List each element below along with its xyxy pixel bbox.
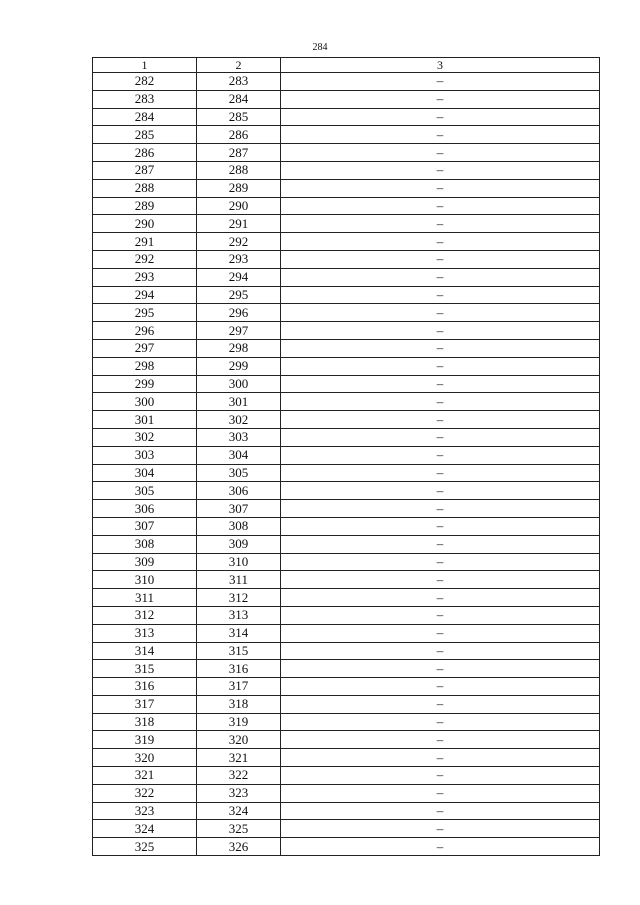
table-row	[93, 660, 600, 678]
table-cell-col-3: –	[281, 179, 600, 197]
table-cell-col-3: –	[281, 571, 600, 589]
table-cell-col-1: 314	[93, 642, 197, 660]
table-cell-col-1: 317	[93, 695, 197, 713]
table-cell-col-2: 298	[197, 339, 281, 357]
table-cell-col-2: 289	[197, 179, 281, 197]
table-row	[93, 678, 600, 696]
table-cell-col-2: 305	[197, 464, 281, 482]
table-cell-col-2: 297	[197, 322, 281, 340]
table-cell-col-3: –	[281, 144, 600, 162]
table-cell-col-3: –	[281, 731, 600, 749]
table-row	[93, 464, 600, 482]
table-cell-col-2: 320	[197, 731, 281, 749]
table-cell-col-3: –	[281, 767, 600, 785]
table-cell-col-1: 285	[93, 126, 197, 144]
table-cell-col-1: 313	[93, 624, 197, 642]
table-cell-col-3: –	[281, 322, 600, 340]
table-cell-col-3: –	[281, 464, 600, 482]
table-cell-col-2: 301	[197, 393, 281, 411]
table-body	[93, 73, 600, 856]
table-cell-col-3: –	[281, 197, 600, 215]
table-cell-col-2: 306	[197, 482, 281, 500]
table-cell-col-2: 303	[197, 428, 281, 446]
table-row	[93, 90, 600, 108]
table-cell-col-1: 320	[93, 749, 197, 767]
table-cell-col-3: –	[281, 286, 600, 304]
table-cell-col-3: –	[281, 820, 600, 838]
table-row	[93, 446, 600, 464]
table-cell-col-1: 289	[93, 197, 197, 215]
table-cell-col-2: 294	[197, 268, 281, 286]
table-cell-col-3: –	[281, 517, 600, 535]
table-cell-col-3: –	[281, 304, 600, 322]
table-row	[93, 802, 600, 820]
table-cell-col-1: 309	[93, 553, 197, 571]
page-number: 284	[312, 42, 328, 53]
table-cell-col-1: 315	[93, 660, 197, 678]
table-cell-col-1: 287	[93, 161, 197, 179]
column-header-2: 2	[197, 58, 281, 73]
table-cell-col-2: 296	[197, 304, 281, 322]
table-cell-col-3: –	[281, 695, 600, 713]
table-row	[93, 108, 600, 126]
table-row	[93, 553, 600, 571]
table-cell-col-1: 298	[93, 357, 197, 375]
table-cell-col-3: –	[281, 802, 600, 820]
table-row	[93, 749, 600, 767]
table-cell-col-3: –	[281, 126, 600, 144]
table-cell-col-3: –	[281, 215, 600, 233]
table-cell-col-1: 302	[93, 428, 197, 446]
table-cell-col-3: –	[281, 678, 600, 696]
table-row	[93, 820, 600, 838]
table-cell-col-2: 323	[197, 784, 281, 802]
table-cell-col-3: –	[281, 393, 600, 411]
table-row	[93, 179, 600, 197]
table-cell-col-1: 299	[93, 375, 197, 393]
table-row	[93, 197, 600, 215]
table-cell-col-3: –	[281, 411, 600, 429]
table-row	[93, 589, 600, 607]
table-cell-col-3: –	[281, 375, 600, 393]
table-cell-col-1: 300	[93, 393, 197, 411]
table-cell-col-1: 295	[93, 304, 197, 322]
table-cell-col-2: 299	[197, 357, 281, 375]
table-cell-col-1: 323	[93, 802, 197, 820]
table-row	[93, 713, 600, 731]
table-row	[93, 268, 600, 286]
table-cell-col-1: 286	[93, 144, 197, 162]
table-row	[93, 571, 600, 589]
table-cell-col-2: 311	[197, 571, 281, 589]
table-cell-col-3: –	[281, 660, 600, 678]
table-cell-col-2: 322	[197, 767, 281, 785]
table-cell-col-2: 313	[197, 606, 281, 624]
table-cell-col-1: 294	[93, 286, 197, 304]
table-cell-col-3: –	[281, 108, 600, 126]
table-cell-col-1: 296	[93, 322, 197, 340]
table-row	[93, 393, 600, 411]
table-cell-col-1: 321	[93, 767, 197, 785]
table-row	[93, 731, 600, 749]
table-cell-col-2: 324	[197, 802, 281, 820]
table-header-row	[93, 58, 600, 73]
table-cell-col-2: 295	[197, 286, 281, 304]
table-row	[93, 161, 600, 179]
table-cell-col-1: 305	[93, 482, 197, 500]
table-cell-col-1: 283	[93, 90, 197, 108]
table-row	[93, 606, 600, 624]
table-cell-col-2: 316	[197, 660, 281, 678]
table-row	[93, 428, 600, 446]
table-cell-col-1: 318	[93, 713, 197, 731]
table-row	[93, 73, 600, 91]
table-cell-col-1: 307	[93, 517, 197, 535]
table-cell-col-1: 303	[93, 446, 197, 464]
table-cell-col-2: 286	[197, 126, 281, 144]
table-row	[93, 339, 600, 357]
table-cell-col-1: 292	[93, 250, 197, 268]
table-row	[93, 144, 600, 162]
table-cell-col-3: –	[281, 784, 600, 802]
table-row	[93, 233, 600, 251]
table-cell-col-3: –	[281, 357, 600, 375]
table-cell-col-2: 314	[197, 624, 281, 642]
table-row	[93, 838, 600, 856]
table-cell-col-1: 284	[93, 108, 197, 126]
table-row	[93, 304, 600, 322]
table-cell-col-1: 312	[93, 606, 197, 624]
table-cell-col-1: 319	[93, 731, 197, 749]
table-cell-col-3: –	[281, 535, 600, 553]
table-cell-col-2: 287	[197, 144, 281, 162]
table-cell-col-1: 316	[93, 678, 197, 696]
table-cell-col-2: 326	[197, 838, 281, 856]
table-cell-col-3: –	[281, 339, 600, 357]
table-cell-col-3: –	[281, 642, 600, 660]
table-row	[93, 322, 600, 340]
table-cell-col-1: 290	[93, 215, 197, 233]
table-cell-col-2: 284	[197, 90, 281, 108]
table-row	[93, 624, 600, 642]
table-cell-col-2: 308	[197, 517, 281, 535]
table-cell-col-2: 304	[197, 446, 281, 464]
table-cell-col-1: 291	[93, 233, 197, 251]
table-row	[93, 411, 600, 429]
table-cell-col-2: 317	[197, 678, 281, 696]
table-cell-col-1: 297	[93, 339, 197, 357]
table-cell-col-3: –	[281, 446, 600, 464]
table-cell-col-3: –	[281, 606, 600, 624]
table-cell-col-3: –	[281, 482, 600, 500]
table-cell-col-2: 312	[197, 589, 281, 607]
table-cell-col-3: –	[281, 624, 600, 642]
table-cell-col-2: 325	[197, 820, 281, 838]
table-cell-col-1: 308	[93, 535, 197, 553]
table-row	[93, 695, 600, 713]
table-row	[93, 357, 600, 375]
table-cell-col-3: –	[281, 250, 600, 268]
table-row	[93, 767, 600, 785]
table-row	[93, 535, 600, 553]
table-cell-col-3: –	[281, 90, 600, 108]
table-cell-col-1: 293	[93, 268, 197, 286]
table-row	[93, 215, 600, 233]
table-cell-col-1: 282	[93, 73, 197, 91]
column-header-1: 1	[93, 58, 197, 73]
table-cell-col-2: 285	[197, 108, 281, 126]
table-cell-col-1: 288	[93, 179, 197, 197]
table-row	[93, 286, 600, 304]
table-cell-col-3: –	[281, 161, 600, 179]
table-cell-col-3: –	[281, 713, 600, 731]
table-cell-col-3: –	[281, 589, 600, 607]
table-row	[93, 250, 600, 268]
table-cell-col-1: 322	[93, 784, 197, 802]
table-cell-col-3: –	[281, 749, 600, 767]
table-cell-col-2: 307	[197, 500, 281, 518]
table-cell-col-2: 283	[197, 73, 281, 91]
table-cell-col-3: –	[281, 500, 600, 518]
table-cell-col-2: 315	[197, 642, 281, 660]
table-row	[93, 517, 600, 535]
table-row	[93, 500, 600, 518]
table-cell-col-2: 310	[197, 553, 281, 571]
table-cell-col-2: 309	[197, 535, 281, 553]
table-row	[93, 375, 600, 393]
table-cell-col-3: –	[281, 553, 600, 571]
table-cell-col-2: 293	[197, 250, 281, 268]
table-cell-col-3: –	[281, 233, 600, 251]
table-cell-col-2: 319	[197, 713, 281, 731]
data-table	[92, 57, 600, 856]
column-header-3: 3	[281, 58, 600, 73]
table-cell-col-1: 324	[93, 820, 197, 838]
table-cell-col-3: –	[281, 73, 600, 91]
table-cell-col-2: 292	[197, 233, 281, 251]
table-cell-col-1: 304	[93, 464, 197, 482]
table-cell-col-2: 321	[197, 749, 281, 767]
table-cell-col-1: 325	[93, 838, 197, 856]
table-row	[93, 642, 600, 660]
table-cell-col-2: 290	[197, 197, 281, 215]
table-row	[93, 784, 600, 802]
table-cell-col-2: 302	[197, 411, 281, 429]
table-cell-col-3: –	[281, 428, 600, 446]
table-cell-col-2: 288	[197, 161, 281, 179]
table-cell-col-1: 306	[93, 500, 197, 518]
table-cell-col-3: –	[281, 838, 600, 856]
table-cell-col-3: –	[281, 268, 600, 286]
table-cell-col-1: 310	[93, 571, 197, 589]
table-cell-col-1: 301	[93, 411, 197, 429]
table-cell-col-2: 300	[197, 375, 281, 393]
table-row	[93, 482, 600, 500]
table-cell-col-2: 291	[197, 215, 281, 233]
table-cell-col-1: 311	[93, 589, 197, 607]
table-row	[93, 126, 600, 144]
table-cell-col-2: 318	[197, 695, 281, 713]
